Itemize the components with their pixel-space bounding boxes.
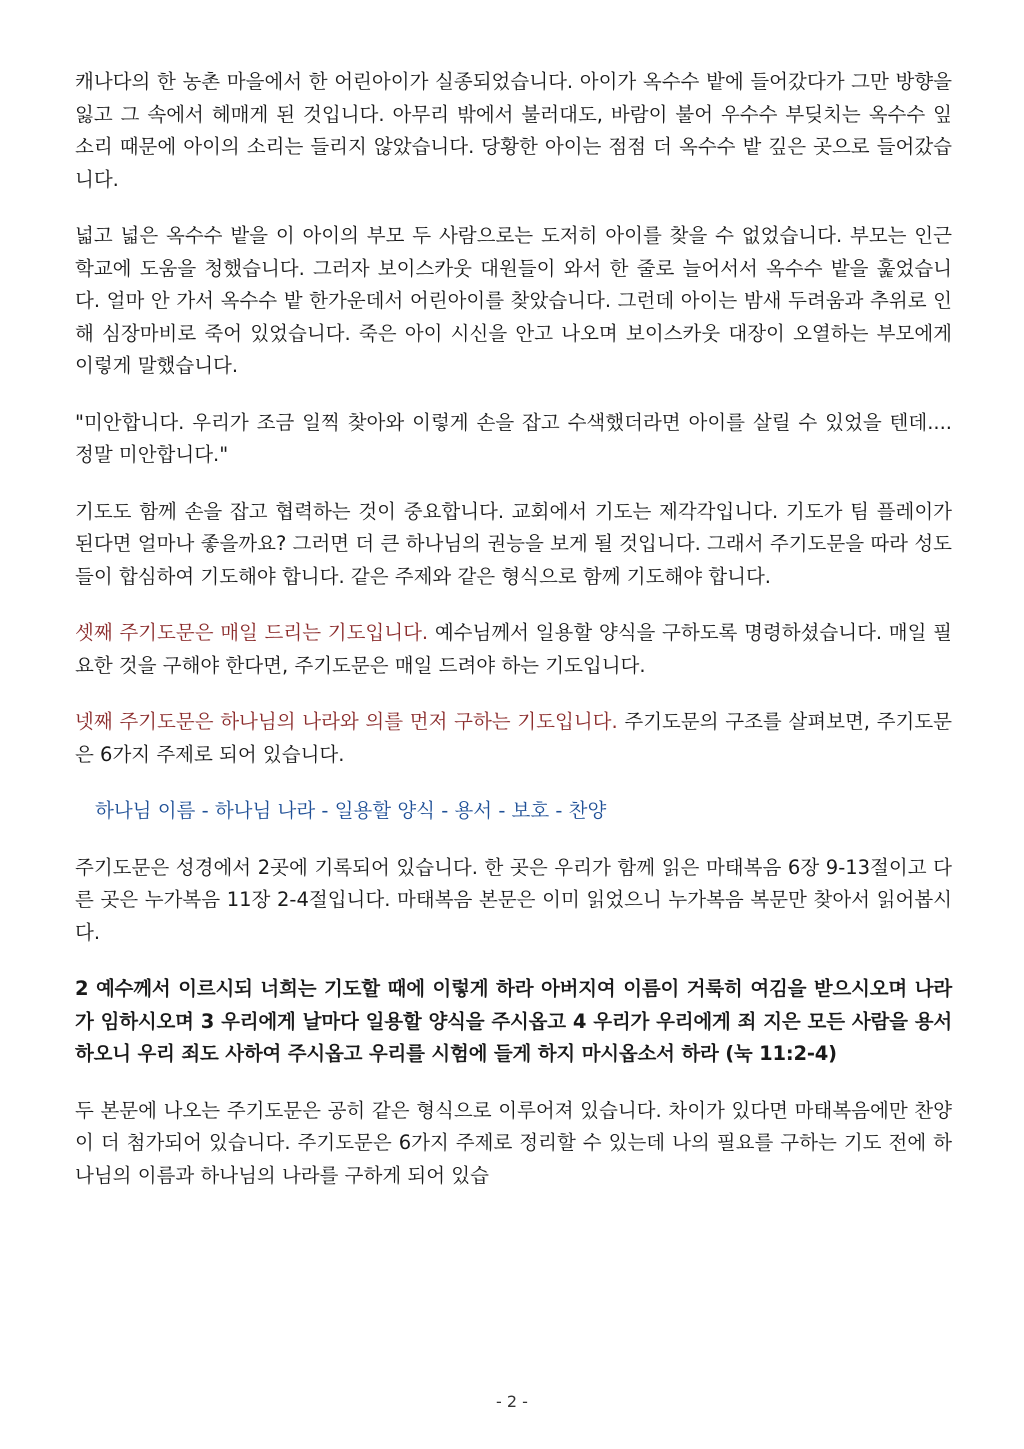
paragraph-quote: "미안합니다. 우리가 조금 일찍 찾아와 이렇게 손을 잡고 수색했더라면 아이를 살릴 수 있었을 텐데.... 정말 미안합니다." <box>75 410 952 466</box>
document-body <box>75 66 952 1216</box>
paragraph-lost-child: 캐나다의 한 농촌 마을에서 한 어린아이가 실종되었습니다. 아이가 옥수수 밭에 들어갔다가 그만 방향을 잃고 그 속에서 헤매게 된 것입니다. 아무리 밖에서 불러대도, 바람이 불어 우수수 부딪치는 옥수수 잎 소리 때문에 아이의 소리는 들리지 않았습니다. 당황한 아이는 점점 더 옥수수 밭 깊은 곳으로 들어갔습니다. <box>75 70 952 191</box>
paragraph-third-point <box>75 617 952 682</box>
paragraph-scripture-locations: 주기도문은 성경에서 2곳에 기록되어 있습니다. 한 곳은 우리가 함께 읽은 마태복음 6장 9-13절이고 다른 곳은 누가복음 11장 2-4절입니다. 마태복음 본문은 이미 읽었으니 누가복음 복문만 찾아서 읽어봅시다. <box>75 855 952 944</box>
paragraph-comparison: 두 본문에 나오는 주기도문은 공히 같은 형식으로 이루어져 있습니다. 차이가 있다면 마태복음에만 찬양이 더 첨가되어 있습니다. 주기도문은 6가지 주제로 정리할 수 있는데 나의 필요를 구하는 기도 전에 하나님의 이름과 하나님의 나라를 구하게 되어 있습 <box>75 1098 952 1187</box>
third-point-heading: 셋째 주기도문은 매일 드리는 기도입니다. <box>75 621 429 644</box>
scripture-verse: 2 예수께서 이르시되 너희는 기도할 때에 이렇게 하라 아버지여 이름이 거룩히 여김을 받으시오며 나라가 임하시오며 3 우리에게 날마다 일용할 양식을 주시옵고 4 우리가 우리에게 죄 지은 모든 사람을 용서하오니 우리 죄도 사하여 주시옵고 우리를 시험에 들게 하지 마시옵소서 하라 (눅 11:2-4) <box>75 977 952 1065</box>
page-number: - 2 - <box>496 1392 528 1411</box>
third-point-body: 예수님께서 일용할 양식을 구하도록 명령하셨습니다. 매일 필요한 것을 구해야 한다면, 주기도문은 매일 드려야 하는 기도입니다. <box>75 621 952 677</box>
paragraph-team-prayer: 기도도 함께 손을 잡고 협력하는 것이 중요합니다. 교회에서 기도는 제각각입니다. 기도가 팀 플레이가 된다면 얼마나 좋을까요? 그러면 더 큰 하나님의 권능을 보게 될 것입니다. 그래서 주기도문을 따라 성도들이 합심하여 기도해야 합니다. 같은 주제와 같은 형식으로 함께 기도해야 합니다. <box>75 499 952 588</box>
paragraph-fourth-point <box>75 706 952 771</box>
paragraph-search: 넓고 넓은 옥수수 밭을 이 아이의 부모 두 사람으로는 도저히 아이를 찾을 수 없었습니다. 부모는 인근 학교에 도움을 청했습니다. 그러자 보이스카웃 대원들이 와서 한 줄로 늘어서서 옥수수 밭을 훑었습니다. 얼마 안 가서 옥수수 밭 한가운데서 어린아이를 찾았습니다. 그런데 아이는 밤새 두려움과 추위로 인해 심장마비로 죽어 있었습니다. 죽은 아이 시신을 안고 나오며 보이스카웃 대장이 오열하는 부모에게 이렇게 말했습니다. <box>75 224 952 377</box>
prayer-structure: 하나님 이름 - 하나님 나라 - 일용할 양식 - 용서 - 보호 - 찬양 <box>95 799 607 822</box>
fourth-point-body: 주기도문의 구조를 살펴보면, 주기도문은 6가지 주제로 되어 있습니다. <box>75 710 952 766</box>
fourth-point-heading: 넷째 주기도문은 하나님의 나라와 의를 먼저 구하는 기도입니다. <box>75 710 618 733</box>
